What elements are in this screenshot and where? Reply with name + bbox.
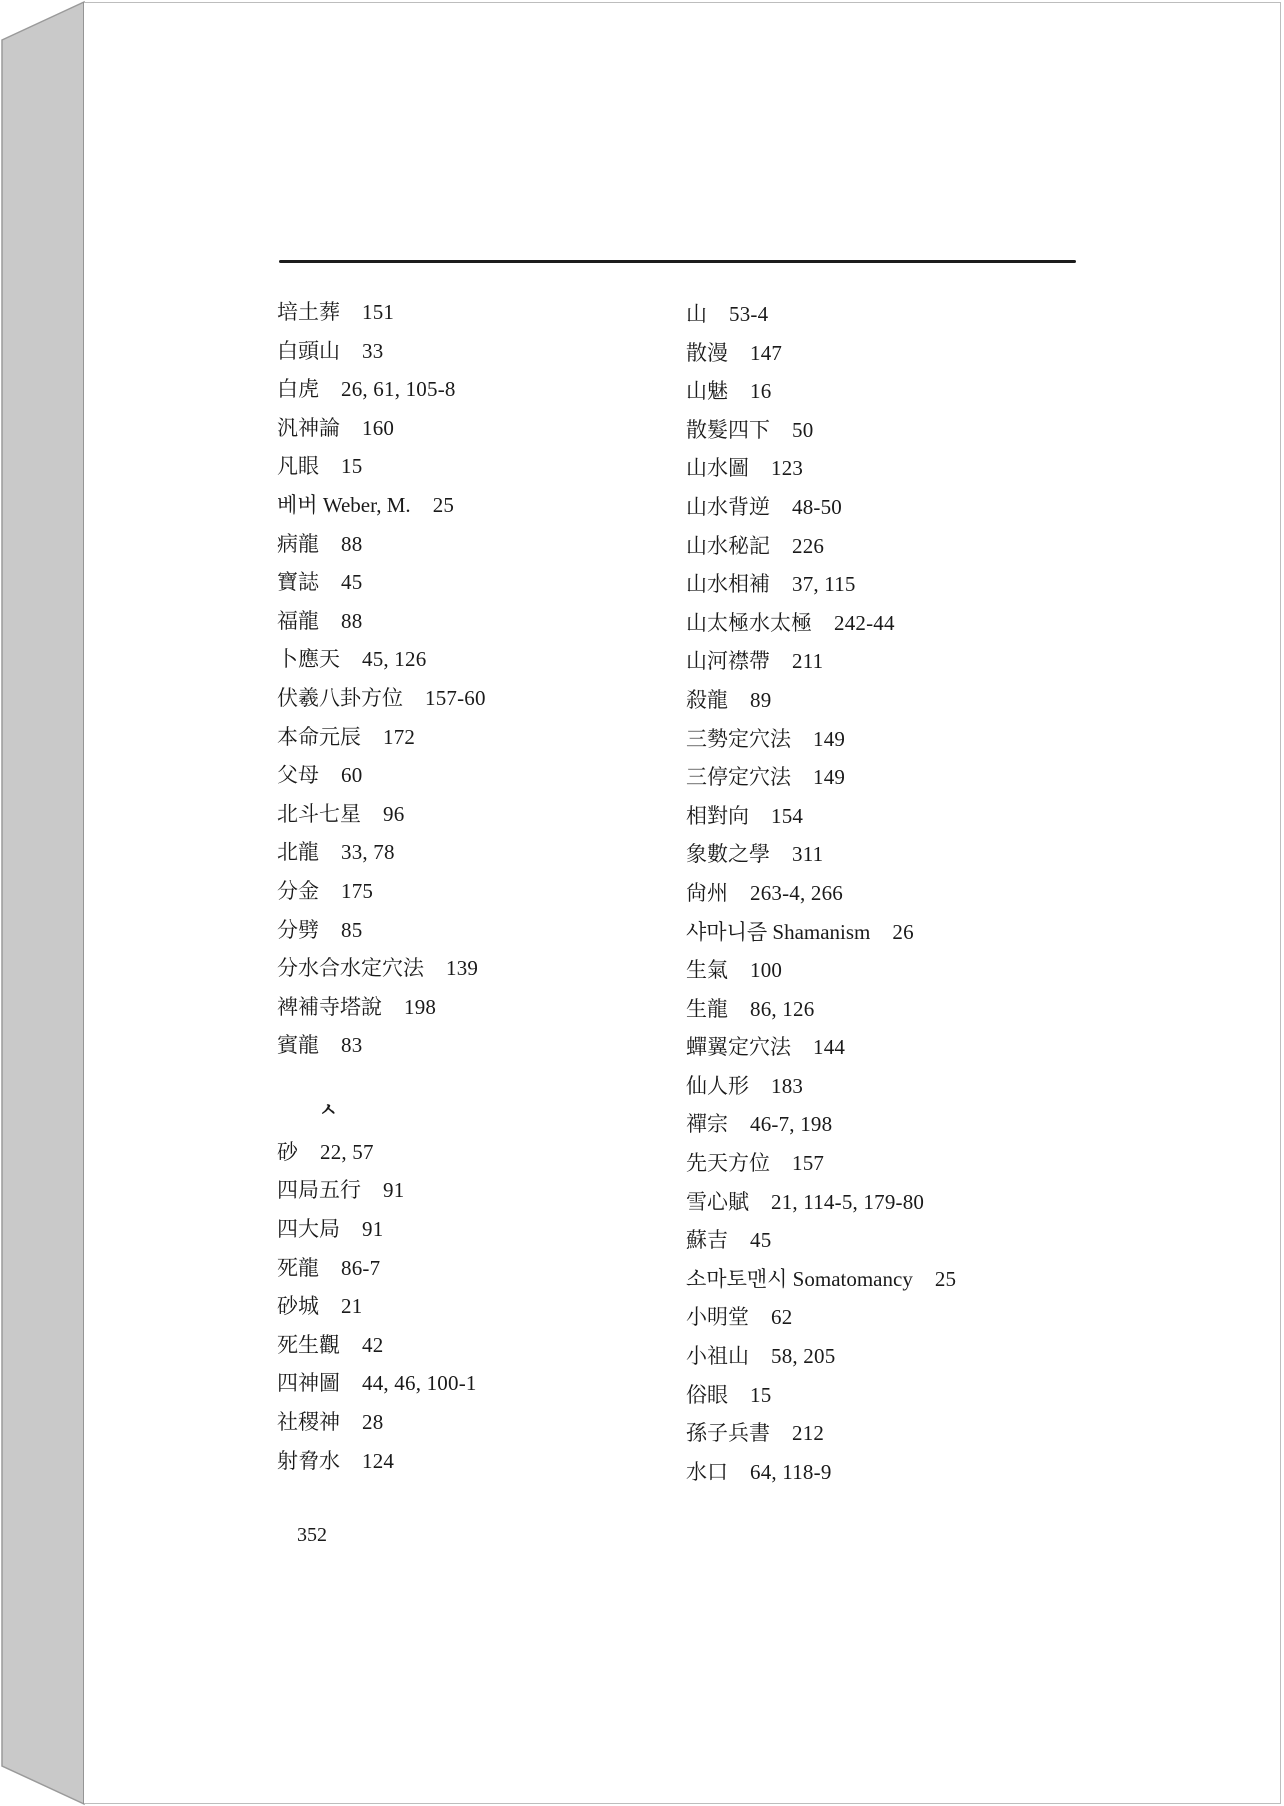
index-term: 山水圖 bbox=[686, 456, 749, 481]
index-page-refs: 172 bbox=[383, 724, 416, 749]
index-term: 裨補寺塔說 bbox=[277, 994, 382, 1019]
index-entry bbox=[686, 1221, 1106, 1260]
left-entries-after bbox=[277, 1133, 637, 1480]
index-page-refs: 157 bbox=[792, 1151, 825, 1176]
index-term: 象數之學 bbox=[686, 842, 770, 867]
index-entry bbox=[277, 447, 637, 486]
index-page-refs: 25 bbox=[934, 1266, 957, 1291]
index-term: 先天方位 bbox=[686, 1151, 770, 1176]
index-term: 山河襟帶 bbox=[686, 649, 770, 674]
index-page-refs: 96 bbox=[383, 801, 405, 826]
index-page-refs: 50 bbox=[792, 417, 814, 442]
index-term: 寶誌 bbox=[277, 570, 319, 595]
index-page-refs: 123 bbox=[771, 456, 804, 481]
left-index-column bbox=[277, 293, 637, 1480]
index-page-refs: 311 bbox=[792, 842, 824, 867]
index-page-refs: 198 bbox=[404, 994, 437, 1019]
index-page-refs: 85 bbox=[341, 917, 363, 942]
index-entry bbox=[686, 913, 1106, 952]
index-term: 殺龍 bbox=[686, 687, 728, 712]
index-term: 賓龍 bbox=[277, 1033, 319, 1058]
index-entry bbox=[686, 488, 1106, 527]
index-entry bbox=[277, 1026, 637, 1065]
index-entry bbox=[686, 1337, 1106, 1376]
index-term: 蟬翼定穴法 bbox=[686, 1035, 791, 1060]
index-term: 山太極水太極 bbox=[686, 610, 812, 635]
index-term: 三勢定穴法 bbox=[686, 726, 791, 751]
index-term: 四局五行 bbox=[277, 1178, 361, 1203]
index-page-refs: 37, 115 bbox=[792, 572, 856, 597]
index-page-refs: 48-50 bbox=[792, 494, 842, 519]
index-entry bbox=[277, 640, 637, 679]
index-page-refs: 22, 57 bbox=[320, 1139, 374, 1164]
index-entry bbox=[686, 295, 1106, 334]
index-entry bbox=[277, 833, 637, 872]
index-term: 소마토맨시 Somatomancy bbox=[686, 1266, 913, 1291]
index-entry bbox=[686, 681, 1106, 720]
index-entry bbox=[686, 1183, 1106, 1222]
section-letter: ㅅ bbox=[319, 1099, 338, 1121]
index-term: 山水相補 bbox=[686, 572, 770, 597]
index-term: 相對向 bbox=[686, 803, 749, 828]
index-entry bbox=[686, 411, 1106, 450]
index-page-refs: 53-4 bbox=[729, 302, 769, 326]
index-page-refs: 88 bbox=[341, 608, 363, 633]
index-entry bbox=[686, 1453, 1106, 1492]
index-entry bbox=[277, 370, 637, 409]
index-page-refs: 28 bbox=[362, 1410, 384, 1435]
index-term: 小明堂 bbox=[686, 1305, 749, 1330]
index-entry bbox=[277, 1403, 637, 1442]
index-entry bbox=[277, 1133, 637, 1172]
index-entry bbox=[277, 602, 637, 641]
index-term: 砂城 bbox=[277, 1294, 319, 1319]
index-term: 俗眼 bbox=[686, 1382, 728, 1407]
index-term: 散漫 bbox=[686, 340, 728, 365]
index-term: 白虎 bbox=[277, 377, 319, 402]
index-page-refs: 160 bbox=[362, 415, 395, 440]
index-page-refs: 139 bbox=[446, 956, 479, 981]
index-entry bbox=[277, 1287, 637, 1326]
index-term: 本命元辰 bbox=[277, 724, 361, 749]
index-term: 分水合水定穴法 bbox=[277, 956, 424, 981]
index-term: 小祖山 bbox=[686, 1344, 749, 1369]
index-entry bbox=[686, 1144, 1106, 1183]
index-term: 病龍 bbox=[277, 531, 319, 556]
index-page-refs: 91 bbox=[362, 1217, 384, 1242]
index-page-refs: 86-7 bbox=[341, 1255, 381, 1280]
index-term: 水口 bbox=[686, 1459, 728, 1484]
page-number: 352 bbox=[297, 1524, 327, 1546]
index-page-refs: 62 bbox=[771, 1305, 793, 1330]
index-page-refs: 124 bbox=[362, 1448, 395, 1473]
index-page-refs: 154 bbox=[771, 803, 804, 828]
index-page-refs: 60 bbox=[341, 763, 363, 788]
index-page-refs: 44, 46, 100-1 bbox=[362, 1371, 477, 1396]
index-term: 生氣 bbox=[686, 958, 728, 983]
index-term: 禪宗 bbox=[686, 1112, 728, 1137]
index-entry bbox=[686, 797, 1106, 836]
index-term: 雪心賦 bbox=[686, 1189, 749, 1214]
index-entry bbox=[277, 795, 637, 834]
index-term: 四神圖 bbox=[277, 1371, 340, 1396]
index-page-refs: 88 bbox=[341, 531, 363, 556]
index-page-refs: 263-4, 266 bbox=[750, 880, 843, 905]
index-term: 卜應天 bbox=[277, 647, 340, 672]
index-entry bbox=[686, 720, 1106, 759]
index-page-refs: 212 bbox=[792, 1421, 825, 1446]
index-entry bbox=[686, 1376, 1106, 1415]
index-entry bbox=[277, 718, 637, 757]
index-entry bbox=[686, 874, 1106, 913]
index-term: 孫子兵書 bbox=[686, 1421, 770, 1446]
index-entry bbox=[686, 449, 1106, 488]
index-term: 伏羲八卦方位 bbox=[277, 685, 403, 710]
index-page-refs: 91 bbox=[383, 1178, 405, 1203]
index-page-refs: 149 bbox=[813, 726, 846, 751]
index-entry bbox=[277, 1171, 637, 1210]
index-entry bbox=[686, 758, 1106, 797]
index-entry bbox=[277, 988, 637, 1027]
index-entry bbox=[277, 1442, 637, 1481]
index-term: 父母 bbox=[277, 763, 319, 788]
index-page-refs: 175 bbox=[341, 878, 374, 903]
index-page-refs: 45 bbox=[750, 1228, 772, 1253]
index-entry bbox=[277, 911, 637, 950]
index-page-refs: 83 bbox=[341, 1033, 363, 1058]
index-entry bbox=[686, 1260, 1106, 1299]
index-entry bbox=[686, 527, 1106, 566]
index-page-refs: 89 bbox=[750, 687, 772, 712]
index-term: 社稷神 bbox=[277, 1410, 340, 1435]
index-entry bbox=[686, 1105, 1106, 1144]
index-page-refs: 100 bbox=[750, 958, 783, 983]
index-page-refs: 144 bbox=[813, 1035, 846, 1060]
index-page-refs: 25 bbox=[432, 492, 455, 517]
index-page-refs: 211 bbox=[792, 649, 824, 674]
index-page-refs: 33, 78 bbox=[341, 840, 395, 865]
index-page-refs: 26 bbox=[892, 919, 914, 944]
index-page-refs: 157-60 bbox=[425, 685, 486, 710]
index-page-refs: 33 bbox=[362, 338, 384, 363]
index-term: 尙州 bbox=[686, 880, 728, 905]
index-entry bbox=[686, 1028, 1106, 1067]
index-term: 生龍 bbox=[686, 996, 728, 1021]
index-term: 北龍 bbox=[277, 840, 319, 865]
index-term: 福龍 bbox=[277, 608, 319, 633]
index-page-refs: 45 bbox=[341, 570, 363, 595]
index-page-refs: 147 bbox=[750, 340, 783, 365]
index-term: 散髮四下 bbox=[686, 417, 770, 442]
index-term: 死生觀 bbox=[277, 1332, 340, 1357]
index-term: 三停定穴法 bbox=[686, 765, 791, 790]
index-term: 分金 bbox=[277, 878, 319, 903]
index-term: 北斗七星 bbox=[277, 801, 361, 826]
index-entry bbox=[686, 1414, 1106, 1453]
index-term: 山水秘記 bbox=[686, 533, 770, 558]
index-entry bbox=[686, 990, 1106, 1029]
index-page-refs: 46-7, 198 bbox=[750, 1112, 833, 1137]
index-page-refs: 45, 126 bbox=[362, 647, 427, 672]
index-page-refs: 21, 114-5, 179-80 bbox=[771, 1189, 925, 1214]
index-term: 汎神論 bbox=[277, 415, 340, 440]
index-entry bbox=[277, 1364, 637, 1403]
index-term: 蘇吉 bbox=[686, 1228, 728, 1253]
top-rule bbox=[279, 260, 1076, 263]
index-term: 山 bbox=[686, 302, 707, 326]
index-page-refs: 64, 118-9 bbox=[750, 1459, 832, 1484]
index-entry bbox=[686, 951, 1106, 990]
index-entry bbox=[277, 756, 637, 795]
index-page-refs: 151 bbox=[362, 300, 395, 324]
index-page-refs: 226 bbox=[792, 533, 825, 558]
index-page-refs: 16 bbox=[750, 379, 772, 404]
index-page-refs: 26, 61, 105-8 bbox=[341, 377, 456, 402]
index-term: 白頭山 bbox=[277, 338, 340, 363]
index-entry bbox=[277, 409, 637, 448]
index-entry bbox=[686, 604, 1106, 643]
index-entry bbox=[277, 1249, 637, 1288]
index-entry bbox=[686, 1298, 1106, 1337]
index-entry bbox=[277, 949, 637, 988]
index-page-refs: 42 bbox=[362, 1332, 384, 1357]
index-term: 四大局 bbox=[277, 1217, 340, 1242]
index-term: 凡眼 bbox=[277, 454, 319, 479]
index-page-refs: 86, 126 bbox=[750, 996, 815, 1021]
index-entry bbox=[277, 486, 637, 525]
index-entry bbox=[686, 642, 1106, 681]
index-term: 死龍 bbox=[277, 1255, 319, 1280]
index-page-refs: 15 bbox=[750, 1382, 772, 1407]
index-term: 山魅 bbox=[686, 379, 728, 404]
index-entry bbox=[686, 1067, 1106, 1106]
index-page-refs: 149 bbox=[813, 765, 846, 790]
index-term: 仙人形 bbox=[686, 1073, 749, 1098]
index-term: 砂 bbox=[277, 1139, 298, 1164]
index-page-refs: 242-44 bbox=[834, 610, 895, 635]
index-entry bbox=[277, 1210, 637, 1249]
index-entry bbox=[686, 372, 1106, 411]
index-entry bbox=[277, 679, 637, 718]
index-entry bbox=[277, 563, 637, 602]
index-entry bbox=[686, 835, 1106, 874]
index-term: 山水背逆 bbox=[686, 494, 770, 519]
index-entry bbox=[277, 293, 637, 332]
index-term: 培土葬 bbox=[277, 300, 340, 324]
index-term: 射脅水 bbox=[277, 1448, 340, 1473]
index-entry bbox=[277, 872, 637, 911]
index-entry bbox=[686, 334, 1106, 373]
index-entry bbox=[277, 1326, 637, 1365]
index-page-refs: 21 bbox=[341, 1294, 363, 1319]
left-entries-before bbox=[277, 293, 637, 1065]
index-entry bbox=[277, 332, 637, 371]
index-entry bbox=[277, 525, 637, 564]
index-page-refs: 58, 205 bbox=[771, 1344, 836, 1369]
index-term: 베버 Weber, M. bbox=[277, 492, 411, 517]
index-term: 샤마니즘 Shamanism bbox=[686, 919, 871, 944]
index-term: 分劈 bbox=[277, 917, 319, 942]
index-page-refs: 183 bbox=[771, 1073, 804, 1098]
index-page-refs: 15 bbox=[341, 454, 363, 479]
index-entry bbox=[686, 565, 1106, 604]
right-index-column bbox=[686, 295, 1106, 1491]
